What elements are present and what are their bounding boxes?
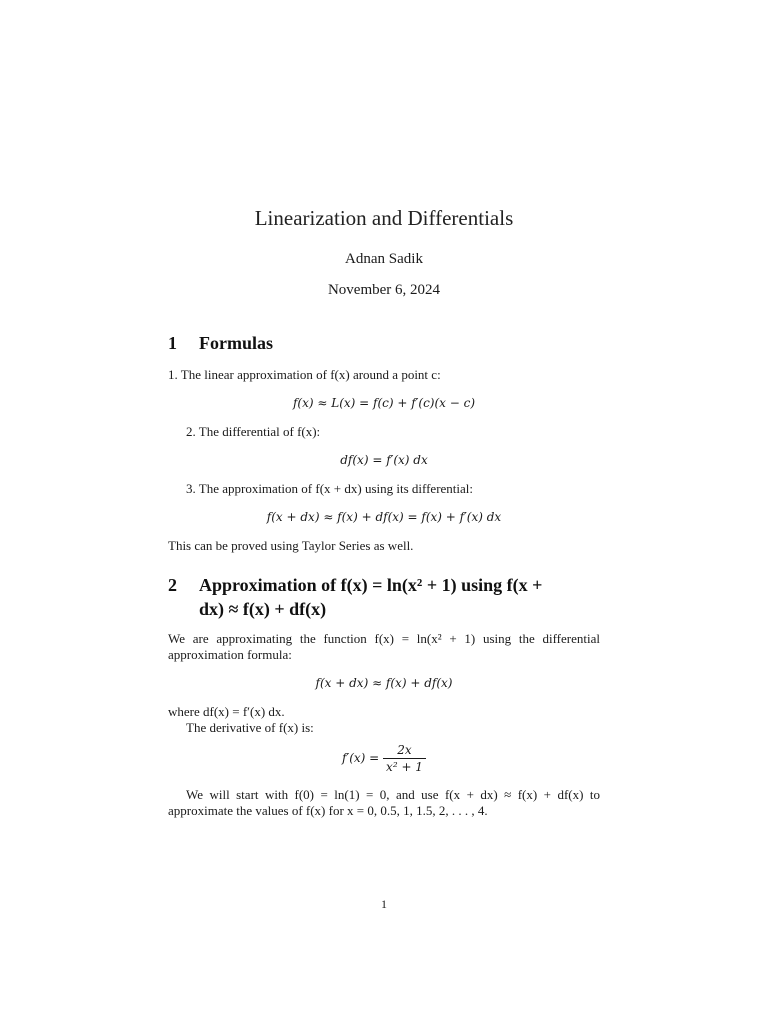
section-2-title-line-2: dx) ≈ f(x) + df(x) (199, 599, 327, 619)
formula-item-2: 2. The differential of f(x): (186, 424, 321, 439)
equation-derivative (0, 743, 768, 774)
derivative-lhs: f′(x) = (342, 751, 380, 765)
page-number: 1 (381, 897, 387, 911)
section-1-title: Formulas (199, 333, 273, 353)
equation-differential: df(x) = f′(x) dx (340, 453, 428, 467)
formula-item-3: 3. The approximation of f(x + dx) using its differential: (186, 481, 474, 496)
section-2-intro-paragraph: We are approximating the function f(x) = ln(x² + 1) using the differential approximation formula: (168, 631, 600, 662)
section-2-title-line-1: Approximation of f(x) = ln(x² + 1) using f(x + (199, 575, 543, 595)
equation-approximation: f(x + dx) ≈ f(x) + df(x) (315, 676, 453, 690)
derivative-fraction (383, 743, 426, 774)
equation-differential-approximation: f(x + dx) ≈ f(x) + df(x) = f(x) + f′(x) dx (266, 510, 502, 524)
section-2-closing-paragraph: We will start with f(0) = ln(1) = 0, and use f(x + dx) ≈ f(x) + df(x) to approximate the values of f(x) for x = 0, 0.5, 1, 1.5, 2, . . . , 4. (168, 787, 600, 818)
derivative-numerator: 2x (383, 743, 426, 759)
section-2-number: 2 (168, 575, 177, 595)
paper-author: Adnan Sadik (345, 251, 423, 267)
paper-title: Linearization and Differentials (254, 206, 514, 230)
section-1-number: 1 (168, 333, 177, 353)
section-1-heading (168, 333, 608, 354)
section-2-heading (168, 573, 608, 621)
paper-date: November 6, 2024 (327, 282, 441, 298)
derivative-intro: The derivative of f(x) is: (186, 720, 314, 735)
differential-definition: where df(x) = f′(x) dx. (168, 704, 285, 719)
formula-item-1: 1. The linear approximation of f(x) around a point c: (168, 367, 441, 382)
derivative-denominator: x² + 1 (386, 760, 423, 774)
section-1-note: This can be proved using Taylor Series as well. (168, 538, 414, 553)
equation-linear-approximation: f(x) ≈ L(x) = f(c) + f′(c)(x − c) (292, 396, 476, 410)
